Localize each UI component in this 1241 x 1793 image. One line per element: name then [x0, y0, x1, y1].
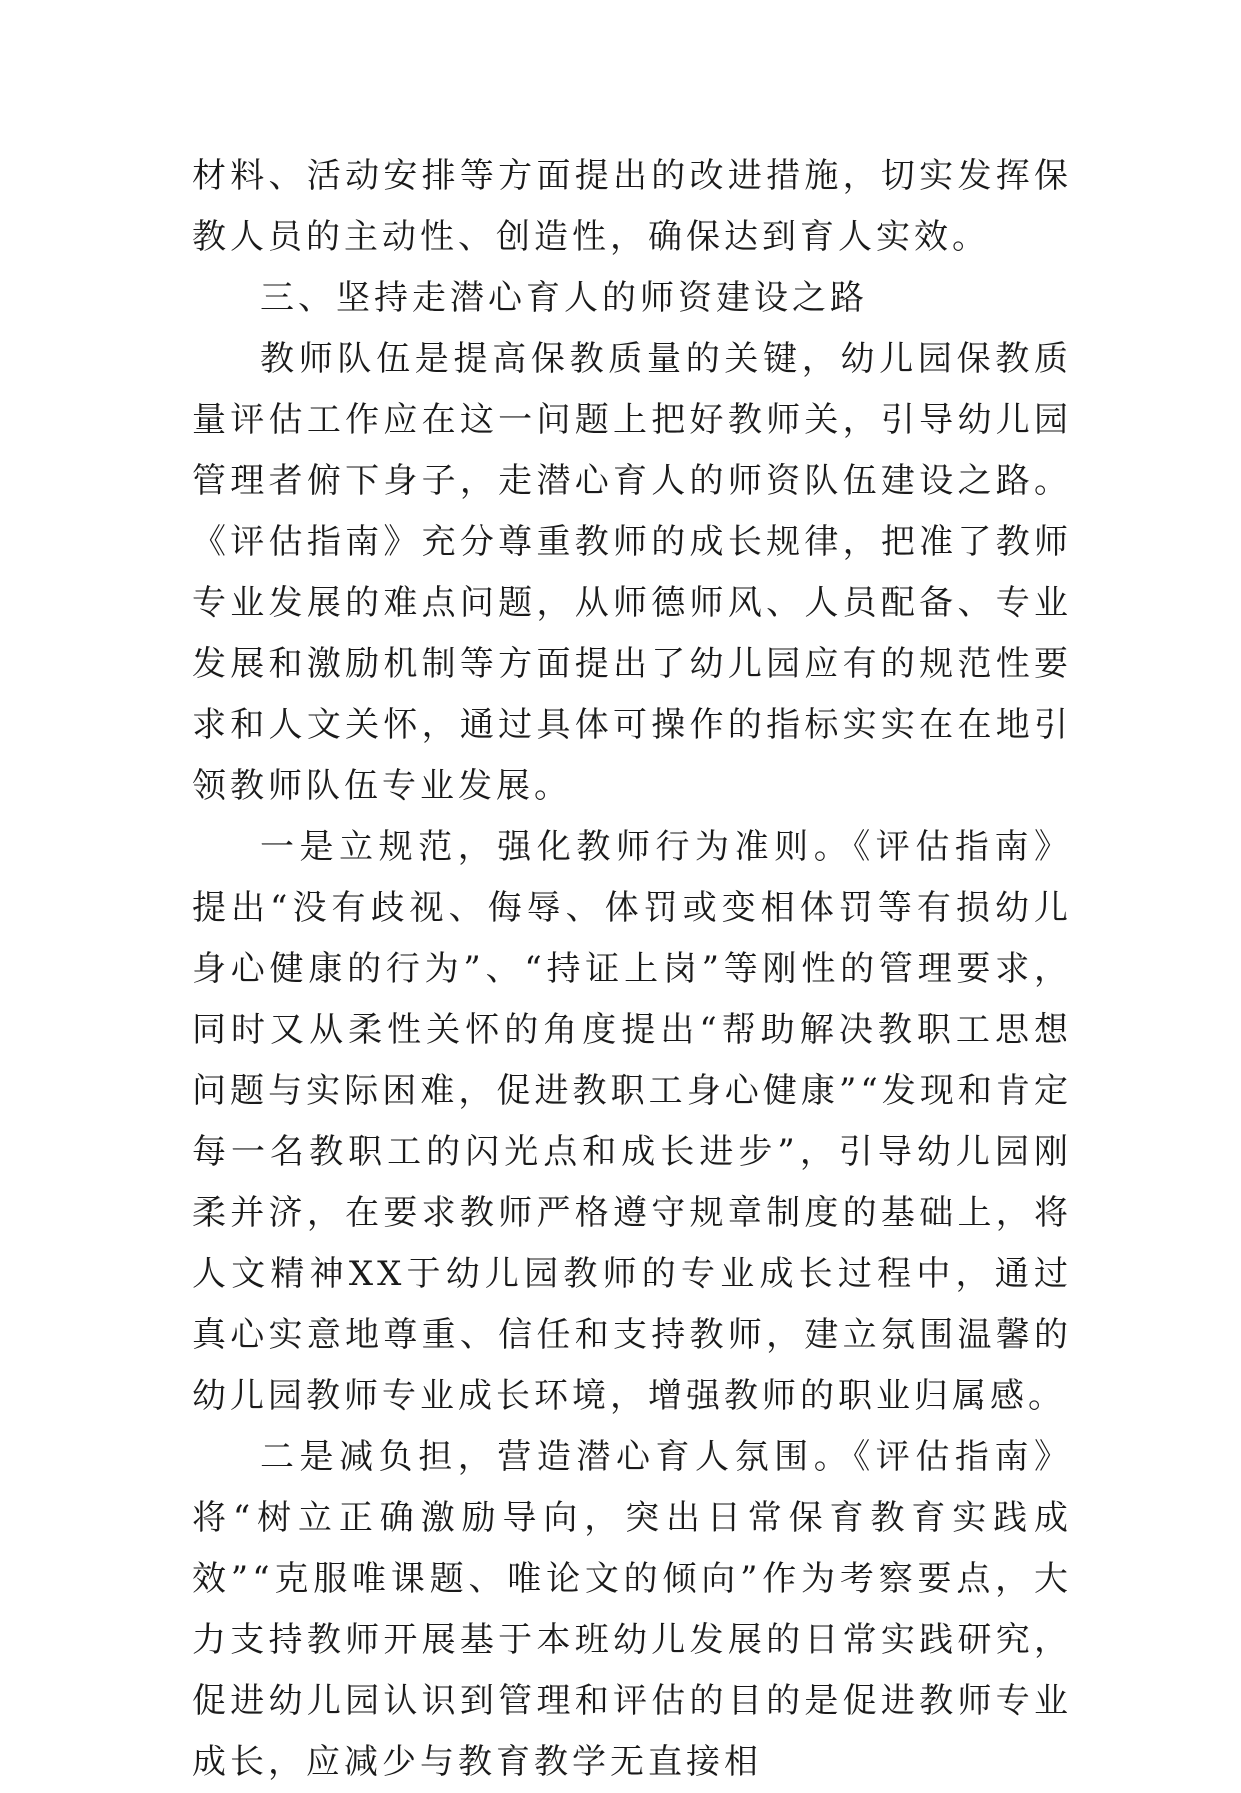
paragraph: 一是立规范，强化教师行为准则。《评估指南》提出“没有歧视、侮辱、体罚或变相体罚等有损幼儿身心健康的行为”、“持证上岗”等刚性的管理要求，同时又从柔性关怀的角度提出“帮助解决教职工思想问题与实际困难，促进教职工身心健康”“发现和肯定每一名教职工的闪光点和成长进步”，引导幼儿园刚柔并济，在要求教师严格遵守规章制度的基础上，将人文精神XX于幼儿园教师的专业成长过程中，通过真心实意地尊重、信任和支持教师，建立氛围温馨的幼儿园教师专业成长环境，增强教师的职业归属感。 — [192, 827, 1072, 1416]
document-body — [192, 146, 1072, 1793]
section-heading: 三、坚持走潜心育人的师资建设之路 — [260, 278, 868, 318]
paragraph: 二是减负担，营造潜心育人氛围。《评估指南》将“树立正确激励导向，突出日常保育教育实践成效”“克服唯课题、唯论文的倾向”作为考察要点，大力支持教师开展基于本班幼儿发展的日常实践研究，促进幼儿园认识到管理和评估的目的是促进教师专业成长，应减少与教育教学无直接相 — [192, 1437, 1072, 1782]
paragraph-continued: 材料、活动安排等方面提出的改进措施，切实发挥保教人员的主动性、创造性，确保达到育人实效。 — [192, 156, 1072, 257]
paragraph: 教师队伍是提高保教质量的关键，幼儿园保教质量评估工作应在这一问题上把好教师关，引导幼儿园管理者俯下身子，走潜心育人的师资队伍建设之路。《评估指南》充分尊重教师的成长规律，把准了教师专业发展的难点问题，从师德师风、人员配备、专业发展和激励机制等方面提出了幼儿园应有的规范性要求和人文关怀，通过具体可操作的指标实实在在地引领教师队伍专业发展。 — [192, 339, 1072, 806]
